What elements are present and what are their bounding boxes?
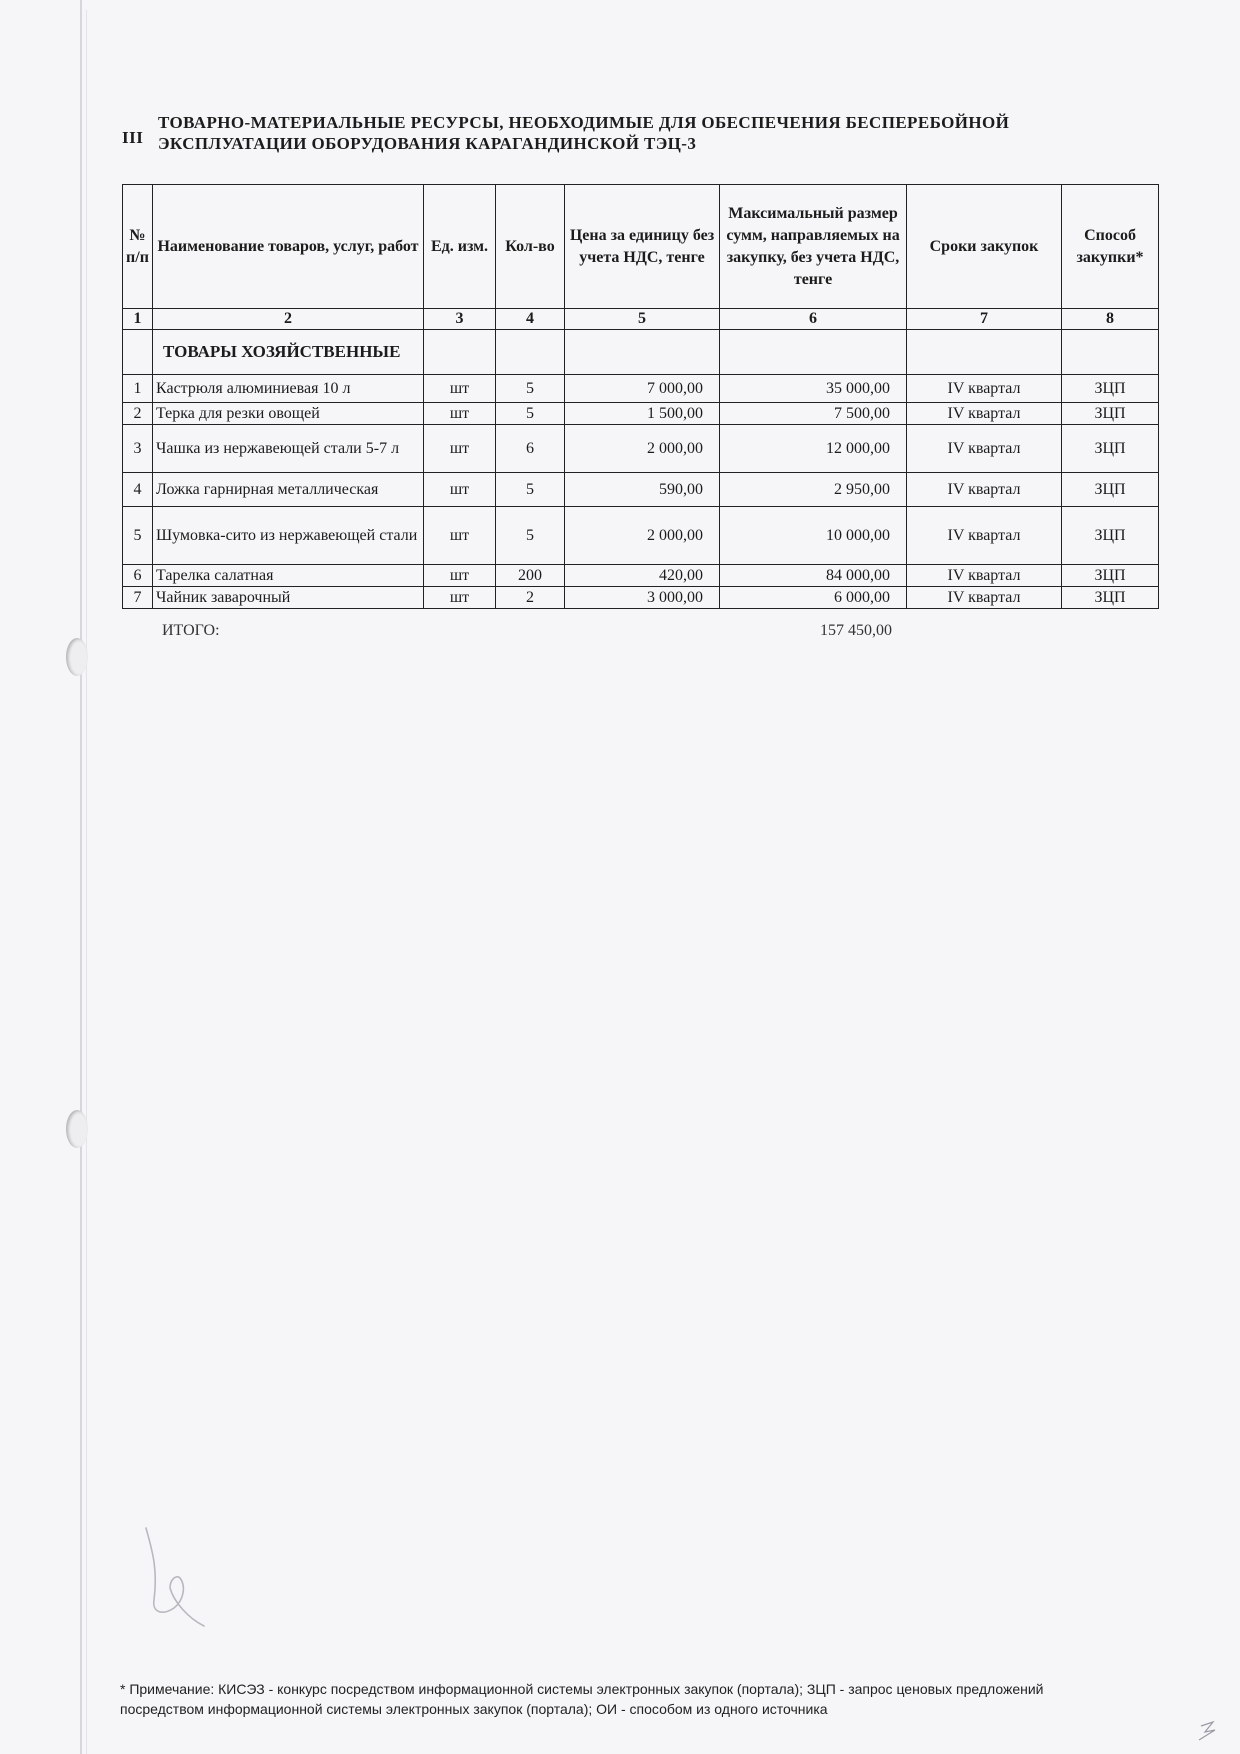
- row-qty: 200: [496, 565, 565, 587]
- header-max-sum: Максимальный размер сумм, направляемых на закупку, без учета НДС, тенге: [720, 185, 907, 309]
- category-empty-cell: [424, 330, 496, 375]
- table-row: [123, 587, 1159, 609]
- column-number: 8: [1062, 309, 1159, 330]
- header-qty: Кол-во: [496, 185, 565, 309]
- footnote: * Примечание: КИСЭЗ - конкурс посредством информационной системы электронных закупок (портала); ЗЦП - запрос ценовых предложений посредством информационной системы электронных закупок (портала); ОИ - способом из одного источника: [120, 1681, 1044, 1717]
- row-sum: 84 000,00: [720, 565, 907, 587]
- row-qty: 6: [496, 425, 565, 473]
- column-number: 7: [907, 309, 1062, 330]
- row-term: IV квартал: [907, 425, 1062, 473]
- row-sum: 2 950,00: [720, 473, 907, 507]
- row-num: 4: [123, 473, 153, 507]
- row-method: ЗЦП: [1062, 375, 1159, 403]
- row-num: 5: [123, 507, 153, 565]
- category-empty-cell: [496, 330, 565, 375]
- row-num: 2: [123, 403, 153, 425]
- row-qty: 5: [496, 403, 565, 425]
- row-num: 6: [123, 565, 153, 587]
- row-method: ЗЦП: [1062, 507, 1159, 565]
- header-row: [123, 185, 1159, 309]
- table-row: [123, 375, 1159, 403]
- column-number: 2: [153, 309, 424, 330]
- category-empty-cell: [1062, 330, 1159, 375]
- row-unit: шт: [424, 507, 496, 565]
- row-unit: шт: [424, 587, 496, 609]
- column-number: 5: [565, 309, 720, 330]
- row-qty: 2: [496, 587, 565, 609]
- row-name: Чашка из нержавеющей стали 5-7 л: [153, 425, 424, 473]
- row-name: Чайник заварочный: [153, 587, 424, 609]
- corner-scribble-icon: [1195, 1718, 1221, 1744]
- row-price: 2 000,00: [565, 507, 720, 565]
- row-price: 7 000,00: [565, 375, 720, 403]
- table-row: [123, 565, 1159, 587]
- row-price: 1 500,00: [565, 403, 720, 425]
- row-qty: 5: [496, 507, 565, 565]
- header-price: Цена за единицу без учета НДС, тенге: [565, 185, 720, 309]
- row-unit: шт: [424, 425, 496, 473]
- column-number-row: [123, 309, 1159, 330]
- row-term: IV квартал: [907, 587, 1062, 609]
- binding-margin-line-inner: [86, 10, 87, 1754]
- header-unit: Ед. изм.: [424, 185, 496, 309]
- row-qty: 5: [496, 375, 565, 403]
- row-price: 2 000,00: [565, 425, 720, 473]
- table-row: [123, 507, 1159, 565]
- row-sum: 35 000,00: [720, 375, 907, 403]
- category-row: [123, 330, 1159, 375]
- column-number: 3: [424, 309, 496, 330]
- row-sum: 6 000,00: [720, 587, 907, 609]
- column-number: 6: [720, 309, 907, 330]
- punch-hole-top: [66, 638, 88, 676]
- header-method: Способ закупки*: [1062, 185, 1159, 309]
- row-price: 420,00: [565, 565, 720, 587]
- row-name: Шумовка-сито из нержавеющей стали: [153, 507, 424, 565]
- category-empty-cell: [907, 330, 1062, 375]
- row-unit: шт: [424, 403, 496, 425]
- section-number: III: [122, 128, 144, 147]
- row-term: IV квартал: [907, 507, 1062, 565]
- column-number: 1: [123, 309, 153, 330]
- row-price: 590,00: [565, 473, 720, 507]
- category-empty-cell: [720, 330, 907, 375]
- row-method: ЗЦП: [1062, 425, 1159, 473]
- table-row: [123, 425, 1159, 473]
- binding-margin-line: [80, 0, 82, 1754]
- procurement-table: [122, 184, 1159, 609]
- total-label: ИТОГО:: [162, 622, 220, 639]
- row-name: Кастрюля алюминиевая 10 л: [153, 375, 424, 403]
- table-row: [123, 403, 1159, 425]
- row-method: ЗЦП: [1062, 473, 1159, 507]
- category-empty-cell: [123, 330, 153, 375]
- row-unit: шт: [424, 565, 496, 587]
- section-title: ТОВАРНО-МАТЕРИАЛЬНЫЕ РЕСУРСЫ, НЕОБХОДИМЫЕ ДЛЯ ОБЕСПЕЧЕНИЯ БЕСПЕРЕБОЙНОЙ ЭКСПЛУАТАЦИИ ОБОРУДОВАНИЯ КАРАГАНДИНСКОЙ ТЭЦ-3: [158, 113, 1010, 153]
- header-terms: Сроки закупок: [907, 185, 1062, 309]
- punch-hole-bottom: [66, 1110, 88, 1148]
- row-unit: шт: [424, 375, 496, 403]
- row-sum: 10 000,00: [720, 507, 907, 565]
- row-price: 3 000,00: [565, 587, 720, 609]
- row-term: IV квартал: [907, 473, 1062, 507]
- header-name: Наименование товаров, услуг, работ: [153, 185, 424, 309]
- row-method: ЗЦП: [1062, 565, 1159, 587]
- row-name: Ложка гарнирная металлическая: [153, 473, 424, 507]
- row-num: 7: [123, 587, 153, 609]
- row-sum: 12 000,00: [720, 425, 907, 473]
- table-row: [123, 473, 1159, 507]
- row-num: 3: [123, 425, 153, 473]
- row-num: 1: [123, 375, 153, 403]
- category-empty-cell: [565, 330, 720, 375]
- header-num: № п/п: [123, 185, 153, 309]
- row-name: Терка для резки овощей: [153, 403, 424, 425]
- row-qty: 5: [496, 473, 565, 507]
- row-term: IV квартал: [907, 403, 1062, 425]
- category-title: ТОВАРЫ ХОЗЯЙСТВЕННЫЕ: [153, 330, 424, 375]
- row-term: IV квартал: [907, 565, 1062, 587]
- row-unit: шт: [424, 473, 496, 507]
- row-method: ЗЦП: [1062, 587, 1159, 609]
- row-term: IV квартал: [907, 375, 1062, 403]
- total-value: 157 450,00: [820, 622, 892, 639]
- column-number: 4: [496, 309, 565, 330]
- row-name: Тарелка салатная: [153, 565, 424, 587]
- pencil-mark-icon: [140, 1520, 220, 1630]
- row-sum: 7 500,00: [720, 403, 907, 425]
- row-method: ЗЦП: [1062, 403, 1159, 425]
